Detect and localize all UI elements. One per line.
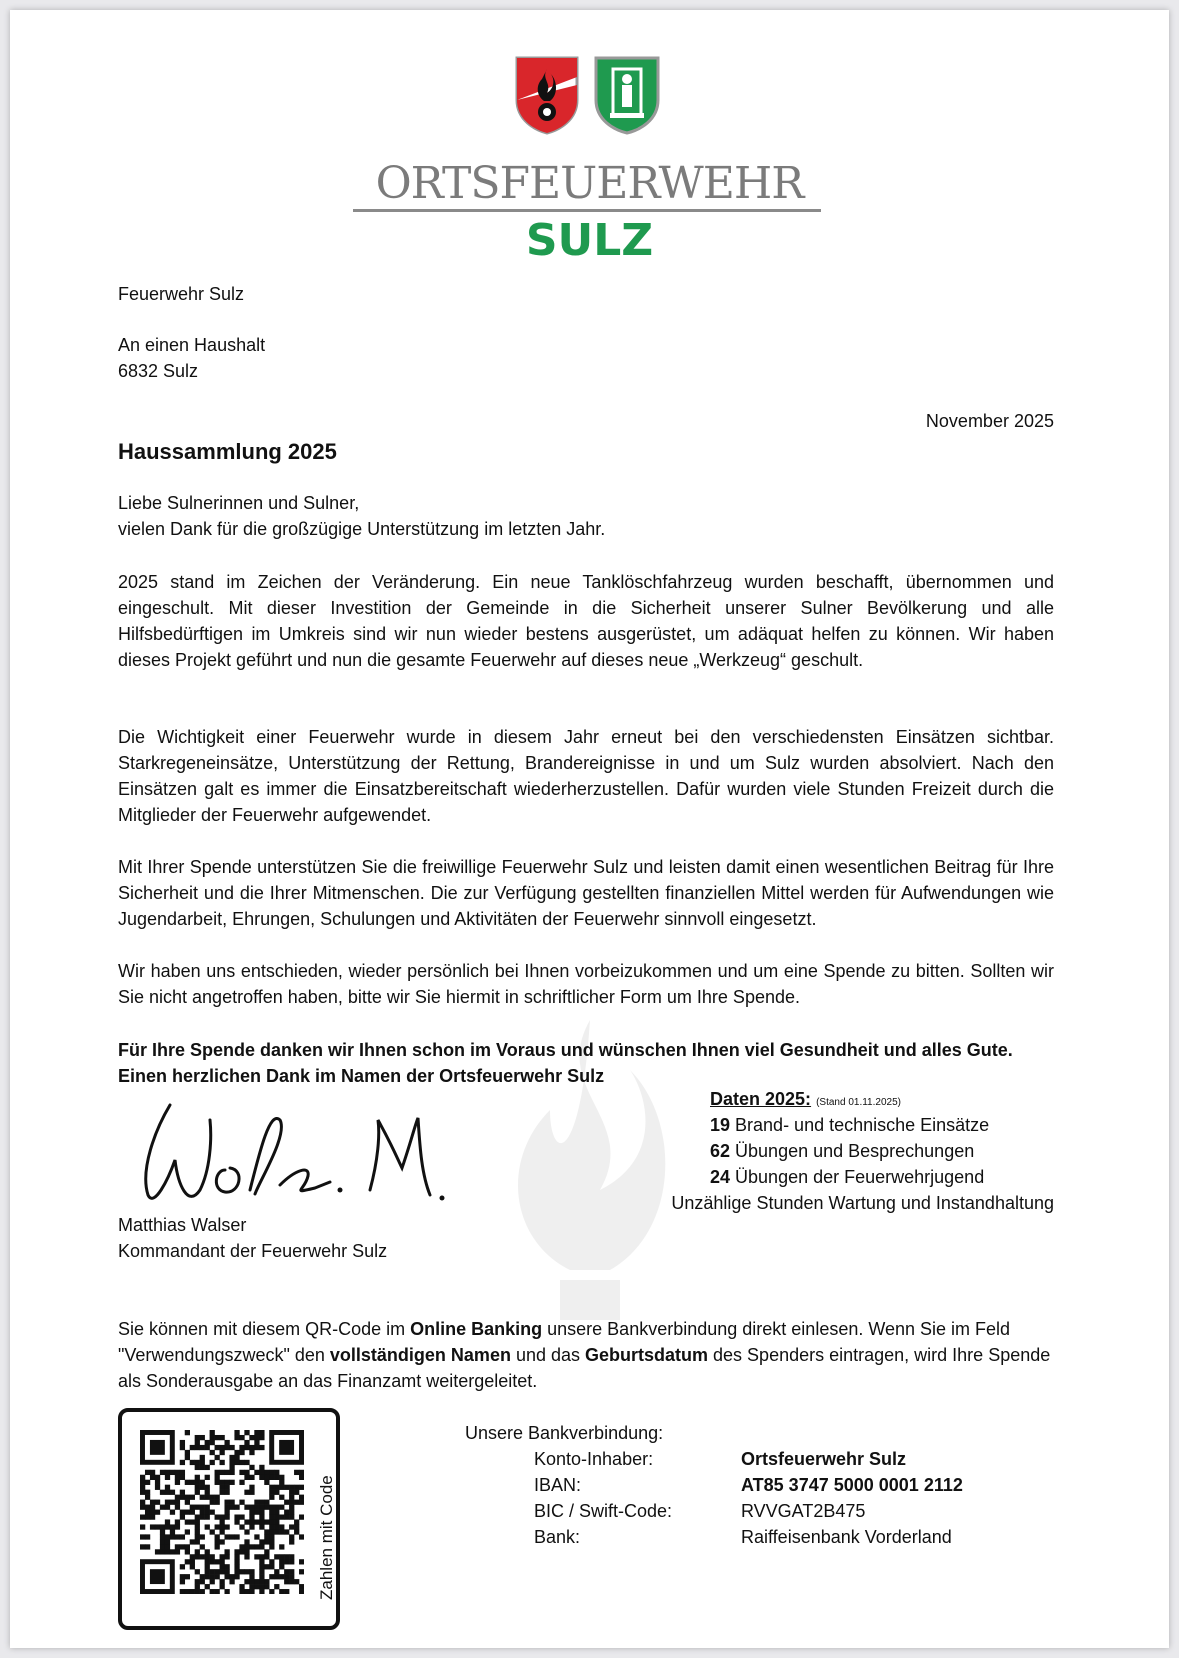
greeting-line2: vielen Dank für die großzügige Unterstützung im letzten Jahr. [118, 519, 606, 539]
logo-subtitle: SULZ [525, 215, 654, 266]
recipient-line1: An einen Haushalt [118, 335, 266, 355]
paragraph-3: Mit Ihrer Spende unterstützen Sie die freiwillige Feuerwehr Sulz und leisten damit einen wesentlichen Beitrag für Ihre Sicherheit und die Ihrer Mitmenschen. Die zur Verfügung gestellten finanziellen Mittel werden für Aufwendungen wie Jugendarbeit, Ehrungen, Schulungen und Aktivitäten der Feuerwehr sinnvoll eingesetzt. [118, 857, 1054, 929]
stats-item-3 [710, 1164, 984, 1190]
qr-info-bold: Geburtsdatum [585, 1345, 709, 1365]
bank-value-holder: Ortsfeuerwehr Sulz [741, 1449, 907, 1469]
paragraph-1: 2025 stand im Zeichen der Veränderung. Ein neue Tanklöschfahrzeug wurden beschafft, übernommen und eingeschult. Mit dieser Investition der Gemeinde in die Sicherheit unserer Sulner Bevölkerung und alle Hilfsbedürftigen im Umkreis sind wir nun wieder bestens ausgerüstet, um adäquat helfen zu können. Wir haben dieses Projekt geführt und nun die gesamte Feuerwehr auf dieses neue „Werkzeug“ geschult. [118, 572, 1054, 670]
logo-divider [353, 209, 821, 212]
stats-text: Übungen der Feuerwehrjugend [730, 1167, 985, 1187]
qr-info-part: Sie können mit diesem QR-Code im [118, 1319, 411, 1339]
signer-name: Matthias Walser [118, 1215, 247, 1235]
bank-value-bank: Raiffeisenbank Vorderland [741, 1527, 952, 1547]
bank-label-iban: IBAN: [534, 1475, 582, 1495]
bank-label-bic: BIC / Swift-Code: [534, 1501, 673, 1521]
letter-subject: Haussammlung 2025 [118, 439, 337, 464]
stats-item-1 [710, 1112, 989, 1138]
stats-item-2 [710, 1138, 974, 1164]
qr-code[interactable] [140, 1430, 304, 1594]
qr-label-container [310, 1442, 340, 1602]
recipient-line2: 6832 Sulz [118, 361, 199, 381]
stats-text: Übungen und Besprechungen [730, 1141, 975, 1161]
qr-info-part: und das [510, 1345, 586, 1365]
qr-info-bold: vollständigen Namen [329, 1345, 511, 1365]
qr-info-bold: Online Banking [410, 1319, 543, 1339]
qr-info-text [118, 1316, 1058, 1394]
closing-line1: Für Ihre Spende danken wir Ihnen schon im Voraus und wünschen Ihnen viel Gesundheit und alles Gute. [118, 1040, 1013, 1060]
stats-title: Daten 2025: [710, 1089, 812, 1109]
bank-label-holder: Konto-Inhaber: [534, 1449, 654, 1469]
stats-note: (Stand 01.11.2025) [816, 1097, 901, 1108]
stats-num: 19 [710, 1115, 731, 1135]
signature-image [130, 1090, 450, 1210]
stats-last: Unzählige Stunden Wartung und Instandhaltung [671, 1193, 1054, 1213]
stats-num: 24 [710, 1167, 731, 1187]
qr-info-part: unsere Bankverbindung direkt einlesen. Wenn Sie im Feld "Verwendungszweck" den [118, 1319, 1011, 1365]
letter-page [10, 10, 1169, 1648]
logo-title: ORTSFEUERWEHR [375, 158, 804, 209]
signer-role: Kommandant der Feuerwehr Sulz [118, 1241, 388, 1261]
municipal-crest-icon [593, 55, 661, 135]
paragraph-4: Wir haben uns entschieden, wieder persönlich bei Ihnen vorbeizukommen und um eine Spende zu bitten. Sollten wir Sie nicht angetroffen haben, bitte wir Sie hiermit in schriftlicher Form um Ihre Spende. [118, 961, 1054, 1007]
qr-info-part: des Spenders eintragen, wird Ihre Spende als Sonderausgabe an das Finanzamt weitergeleitet. [118, 1345, 1051, 1391]
paragraph-2: Die Wichtigkeit einer Feuerwehr wurde in diesem Jahr erneut bei den verschiedensten Einsätzen sichtbar. Starkregeneinsätze, Unterstützung der Rettung, Brandereignisse in und um Sulz wurden absolviert. Nach den Einsätzen galt es immer die Einsatzbereitschaft wiederherzustellen. Dafür wurden viele Stunden Freizeit durch die Mitglieder der Feuerwehr aufgewendet. [118, 727, 1054, 825]
greeting-line1: Liebe Sulnerinnen und Sulner, [118, 493, 360, 513]
letter-date: November 2025 [925, 411, 1054, 431]
qr-label: Zahlen mit Code [317, 1475, 336, 1600]
stats-num: 62 [710, 1141, 731, 1161]
closing-line2: Einen herzlichen Dank im Namen der Ortsfeuerwehr Sulz [118, 1066, 605, 1086]
fire-brigade-crest-icon [514, 55, 580, 135]
stats-text: Brand- und technische Einsätze [730, 1115, 990, 1135]
bank-value-bic: RVVGAT2B475 [741, 1501, 866, 1521]
bank-value-iban: AT85 3747 5000 0001 2112 [741, 1475, 963, 1495]
sender-name: Feuerwehr Sulz [118, 284, 245, 304]
bank-heading: Unsere Bankverbindung: [465, 1423, 664, 1443]
bank-label-bank: Bank: [534, 1527, 581, 1547]
